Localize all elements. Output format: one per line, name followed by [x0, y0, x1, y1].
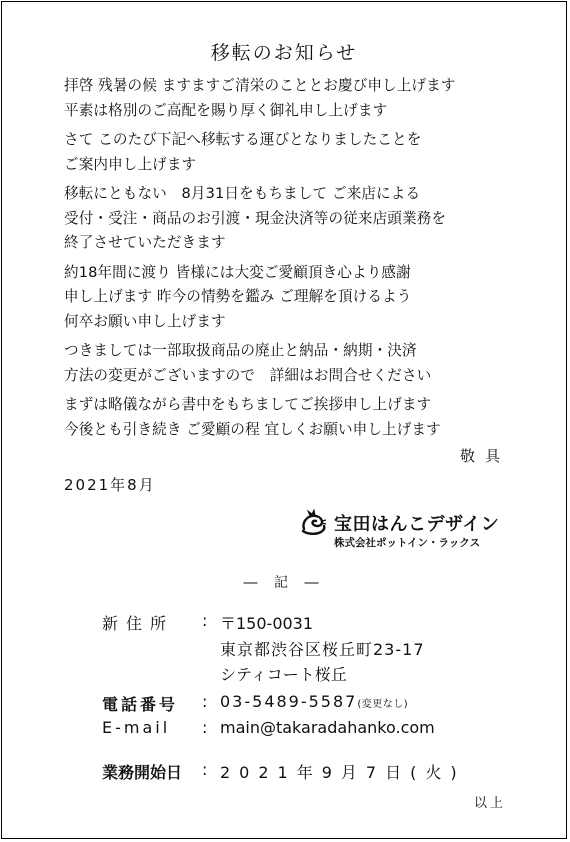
body-line: まずは略儀ながら書中をもちましてご挨拶申し上げます — [64, 396, 432, 413]
body-line: ご案内申し上げます — [64, 155, 197, 173]
dragon-icon — [298, 507, 328, 537]
body-line: さて このたび下記へ移転する運びとなりましたことを — [64, 131, 422, 148]
phone-value-group — [220, 692, 408, 711]
colon: : — [202, 760, 208, 779]
start-date: 2021年9月7日(火) — [220, 763, 466, 782]
address-line-1: 東京都渋谷区桜丘町23-17 — [220, 640, 425, 659]
start-date-label: 業務開始日 — [102, 763, 183, 782]
colon: : — [202, 692, 208, 711]
paragraph-announcement — [64, 128, 514, 177]
notice-card — [1, 1, 567, 839]
phone-number: 03-5489-5587 — [220, 692, 358, 711]
colon: : — [202, 611, 208, 630]
body-line: 何卒お願い申し上げます — [64, 312, 226, 330]
notice-body — [64, 74, 514, 447]
notice-date: 2021年8月 — [64, 476, 156, 494]
address-line-2: シティコート桜丘 — [220, 665, 347, 684]
body-line: 平素は格別のご高配を賜り厚く御礼申し上げます — [64, 101, 388, 119]
paragraph-gratitude — [64, 261, 514, 335]
body-line: 移転にともない 8月31日をもちまして ご来店による — [64, 185, 421, 202]
company-name: 宝田はんこデザイン — [334, 514, 500, 535]
end-mark: 以上 — [473, 796, 506, 811]
paragraph-changes — [64, 339, 514, 388]
body-line: 拝啓 残暑の候 ますますご清栄のこととお慶び申し上げます — [64, 77, 456, 94]
body-line: 方法の変更がございますので 詳細はお問合せください — [64, 366, 432, 384]
closing-word: 敬具 — [459, 447, 510, 465]
notice-title: 移転のお知らせ — [210, 42, 358, 64]
body-line: 終了させていただきます — [64, 234, 226, 251]
postal-code: 〒150-0031 — [220, 614, 314, 633]
phone-label: 電話番号 — [102, 695, 179, 714]
body-line: つきましては一部取扱商品の廃止と納品・納期・決済 — [64, 342, 417, 359]
details-heading: ― 記 ― — [243, 575, 325, 591]
address-label: 新住所 — [102, 614, 175, 633]
email-label: E-mail — [102, 718, 171, 737]
colon: : — [202, 718, 208, 737]
company-subtitle: 株式会社ポットイン・ラックス — [334, 537, 481, 549]
body-line: 申し上げます 昨今の情勢を鑑み ご理解を頂けるよう — [64, 288, 412, 305]
email-address[interactable]: main@takaradahanko.com — [220, 718, 435, 737]
body-line: 受付・受注・商品のお引渡・現金決済等の従来店頭業務を — [64, 209, 447, 227]
paragraph-greeting — [64, 74, 514, 123]
body-line: 今後とも引き続き ご愛顧の程 宜しくお願い申し上げます — [64, 420, 441, 438]
phone-note: (変更なし) — [357, 699, 409, 710]
body-line: 約18年間に渡り 皆様には大変ご愛顧頂き心より感謝 — [64, 263, 411, 281]
paragraph-service-end — [64, 182, 514, 256]
paragraph-closing — [64, 393, 514, 442]
